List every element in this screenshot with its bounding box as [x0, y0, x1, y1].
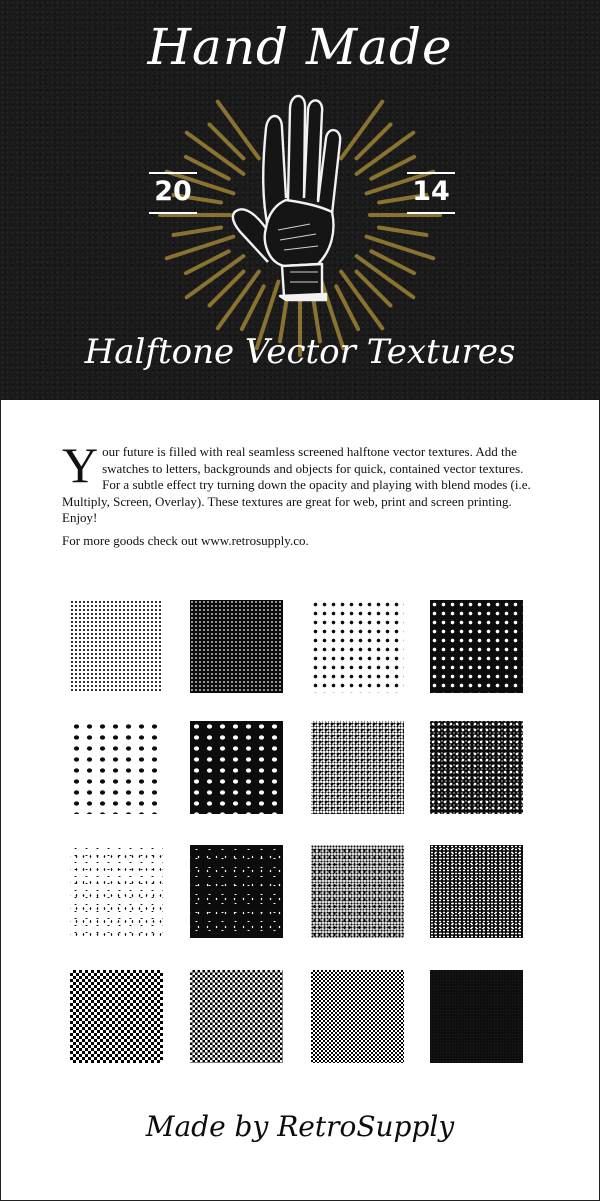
sunburst-ray — [357, 133, 414, 174]
sunburst-ray — [357, 256, 414, 297]
swatch-mixed-dot-white — [311, 721, 404, 814]
drop-cap: Y — [62, 437, 99, 493]
raised-hand-icon — [233, 96, 340, 300]
swatch-large-dot-black — [190, 721, 283, 814]
swatch-checker-medium — [190, 970, 283, 1063]
sunburst-ray — [174, 228, 221, 236]
sunburst-ray — [218, 102, 259, 159]
intro-paragraph — [62, 437, 532, 527]
swatch-mixed-dot-black — [430, 721, 523, 814]
year-left-top-rule — [149, 172, 197, 174]
intro-text: our future is filled with real seamless screened halftone vector textures. Add the swatches to letters, backgrounds and objects for quick, contained vector textures. For a subtle effect try turning down the opacity and playing with blend modes (i.e. Multiply, Screen, Overlay). These textures are great for web, print and screen printing. Enjoy! — [62, 444, 531, 526]
sunburst-ray — [187, 256, 244, 297]
swatch-large-dot-white — [70, 721, 163, 814]
sunburst-ray — [218, 272, 259, 329]
sunburst-ray — [341, 102, 382, 159]
year-left: 20 — [154, 176, 192, 207]
swatch-fine-halftone-black — [190, 600, 283, 693]
swatch-grunge-white — [311, 845, 404, 938]
sunburst-ray — [187, 133, 244, 174]
hero-title: Hand Made — [147, 18, 453, 76]
more-goods-text: For more goods check out www.retrosupply.co. — [62, 533, 309, 548]
hero-banner — [0, 0, 600, 400]
sunburst-ray — [341, 272, 382, 329]
swatch-checker-large — [70, 970, 163, 1063]
swatch-speckle-white — [70, 845, 163, 938]
year-left-bottom-rule — [149, 212, 197, 214]
swatch-sparse-dot-black — [430, 600, 523, 693]
swatch-grunge-black — [430, 845, 523, 938]
swatch-checker-fine — [311, 970, 404, 1063]
footer-credit: Made by RetroSupply — [145, 1110, 455, 1143]
sunburst-ray — [379, 228, 426, 236]
year-right: 14 — [412, 176, 450, 207]
year-right-top-rule — [407, 172, 455, 174]
year-right-bottom-rule — [407, 212, 455, 214]
swatch-fine-halftone-white — [70, 600, 163, 693]
swatch-speckle-black — [190, 845, 283, 938]
hero-subtitle: Halftone Vector Textures — [84, 332, 516, 372]
swatch-sparse-dot-white — [311, 600, 404, 693]
swatch-solid-dark — [430, 970, 523, 1063]
